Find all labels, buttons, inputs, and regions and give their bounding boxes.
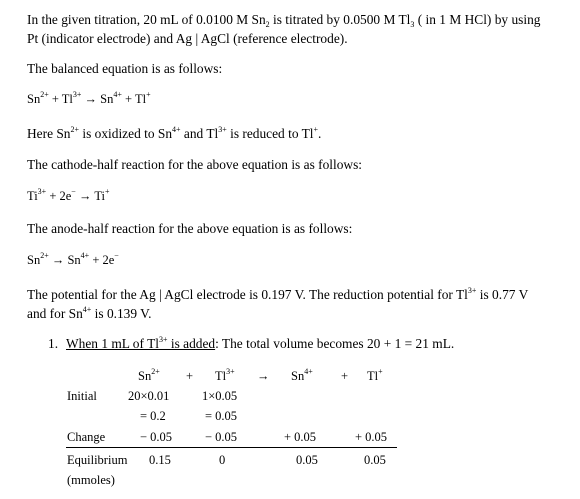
subscript: 3 bbox=[410, 20, 415, 29]
anode-heading: The anode-half reaction for the above equation is as follows: bbox=[27, 221, 353, 236]
cell-change-tl1: + 0.05 bbox=[355, 430, 388, 444]
intro-paragraph bbox=[27, 10, 555, 48]
anode-equation: $Sn^{2+} \to Sn^{4+} + 2e^-$ bbox=[27, 251, 119, 267]
species-tl1: Tl+ bbox=[367, 367, 383, 383]
cell-eq-tl3: 0 bbox=[219, 453, 226, 467]
balanced-heading: The balanced equation is as follows: bbox=[27, 61, 223, 76]
cathode-heading: The cathode-half reaction for the above equation is as follows: bbox=[27, 157, 363, 172]
cell-change-sn4: + 0.05 bbox=[284, 430, 317, 444]
cathode-equation: $Ti^{3+} + 2e^- \to Ti^+$ bbox=[27, 187, 110, 203]
reaction-arrow: → bbox=[257, 369, 270, 383]
cell-initial-tl3-result: = 0.05 bbox=[205, 409, 238, 423]
cell-initial-sn2: 20×0.01 bbox=[128, 389, 170, 403]
subscript: 2 bbox=[265, 20, 270, 29]
intro-text: ( in 1 M HCl) by using bbox=[414, 12, 541, 27]
cell-eq-sn4: 0.05 bbox=[296, 453, 318, 467]
row-label-equilibrium: Equilibrium bbox=[67, 453, 128, 467]
cell-change-sn2: − 0.05 bbox=[140, 430, 173, 444]
species-sn2: $Sn^{2+}$ bbox=[138, 367, 160, 383]
plus-sign: + bbox=[186, 369, 194, 383]
species-tl3: $Tl^{3+}$ bbox=[215, 367, 235, 383]
potential-paragraph: The potential for the Ag | AgCl electrode is 0.197 V. The reduction potential for $Tl^{3+}$ is 0.77 V and for $Sn^{4+}$ is 0.139 V. bbox=[27, 286, 529, 321]
redox-statement: Here $Sn^{2+}$ is oxidized to $Sn^{4+}$ and $Tl^{3+}$ is reduced to Tl+. bbox=[27, 125, 322, 141]
cell-change-tl3: − 0.05 bbox=[205, 430, 238, 444]
row-label-mmoles: (mmoles) bbox=[67, 473, 115, 487]
cell-initial-sn2-result: = 0.2 bbox=[140, 409, 166, 423]
species-sn4: $Sn^{4+}$ bbox=[291, 367, 313, 383]
table-divider bbox=[66, 447, 397, 448]
list-item-number: 1. bbox=[48, 336, 59, 351]
list-item-text: When 1 mL of $Tl^{3+}$ is added: The total volume becomes 20 + 1 = 21 mL. bbox=[66, 335, 455, 351]
row-label-initial: Initial bbox=[67, 389, 97, 403]
intro-text: is titrated by 0.0500 M Tl bbox=[269, 12, 411, 27]
cell-eq-tl1: 0.05 bbox=[364, 453, 386, 467]
plus-sign: + bbox=[341, 369, 349, 383]
balanced-equation: $Sn^{2+} + Tl^{3+} \to Sn^{4+} + Tl^+$ bbox=[27, 90, 151, 106]
intro-text: In the given titration, 20 mL of 0.0100 M Sn bbox=[27, 12, 266, 27]
intro-text-line2: Pt (indicator electrode) and Ag | AgCl (reference electrode). bbox=[27, 31, 348, 46]
row-label-change: Change bbox=[67, 430, 106, 444]
cell-initial-tl3: 1×0.05 bbox=[202, 389, 238, 403]
cell-eq-sn2: 0.15 bbox=[149, 453, 171, 467]
